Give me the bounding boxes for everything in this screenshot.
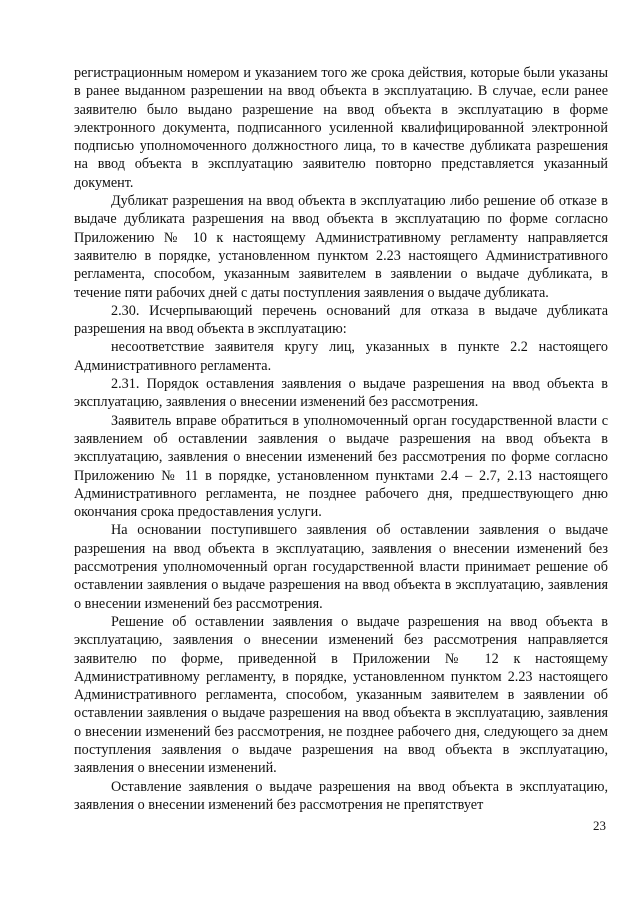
paragraph-2-30-heading: 2.30. Исчерпывающий перечень оснований для отказа в выдаче дубликата разрешения на ввод объекта в эксплуатацию: — [74, 302, 608, 338]
paragraph-duplicate-issuance: Дубликат разрешения на ввод объекта в эксплуатацию либо решение об отказе в выдаче дубликата разрешения на ввод объекта в эксплуатацию по форме согласно Приложению № 10 к настоящему Административному регламенту направляется заявителю в порядке, установленном пунктом 2.23 настоящего Административного регламента, способом, указанным заявителем в заявлении о выдаче дубликата, в течение пяти рабочих дней с даты поступления заявления о выдаче дубликата. — [74, 193, 608, 301]
document-body — [74, 64, 608, 814]
page-number: 23 — [593, 818, 606, 833]
paragraph-applicant-right: Заявитель вправе обратиться в уполномоченный орган государственной власти с заявлением об оставлении заявления о выдаче разрешения на ввод объекта в эксплуатацию, заявления о внесении изменений без рассмотрения по форме согласно Приложению № 11 в порядке, установленном пунктами 2.4 – 2.7, 2.13 настоящего Административного регламента, не позднее рабочего дня, предшествующего дню окончания срока предоставления услуги. — [74, 412, 608, 521]
paragraph-leaving-without-review: Оставление заявления о выдаче разрешения на ввод объекта в эксплуатацию, заявления о внесении изменений без рассмотрения не препятствует — [74, 778, 608, 813]
paragraph-2-30-item: несоответствие заявителя кругу лиц, указанных в пункте 2.2 настоящего Административного регламента. — [74, 339, 608, 374]
paragraph-authority-decision: На основании поступившего заявления об оставлении заявления о выдаче разрешения на ввод объекта в эксплуатацию, заявления о внесении изменений без рассмотрения уполномоченный орган государственной власти принимает решение об оставлении заявления о выдаче разрешения на ввод объекта в эксплуатацию, заявления о внесении изменений без рассмотрения. — [74, 522, 608, 612]
paragraph-decision-delivery: Решение об оставлении заявления о выдаче разрешения на ввод объекта в эксплуатацию, заявления о внесении изменений без рассмотрения направляется заявителю по форме, приведенной в Приложении № 12 к настоящему Административному регламенту, в порядке, установленном пунктом 2.23 настоящего Административного регламента, способом, указанным заявителем в заявлении об оставлении заявления о выдаче разрешения на ввод объекта в эксплуатацию, заявления о внесении изменений без рассмотрения, не позднее рабочего дня, следующего за днем поступления заявления о выдаче разрешения на ввод объекта в эксплуатацию, заявления о внесении изменений. — [74, 613, 608, 777]
paragraph-continuation: регистрационным номером и указанием того же срока действия, которые были указаны в ранее выданном разрешении на ввод объекта в эксплуатацию. В случае, если ранее заявителю было выдано разрешение на ввод объекта в эксплуатацию в форме электронного документа, подписанного усиленной квалифицированной электронной подписью уполномоченного должностного лица, то в качестве дубликата разрешения на ввод объекта в эксплуатацию заявителю повторно представляется указанный документ. — [74, 65, 608, 191]
paragraph-2-31-heading: 2.31. Порядок оставления заявления о выдаче разрешения на ввод объекта в эксплуатацию, заявления о внесении изменений без рассмотрения. — [74, 376, 608, 411]
